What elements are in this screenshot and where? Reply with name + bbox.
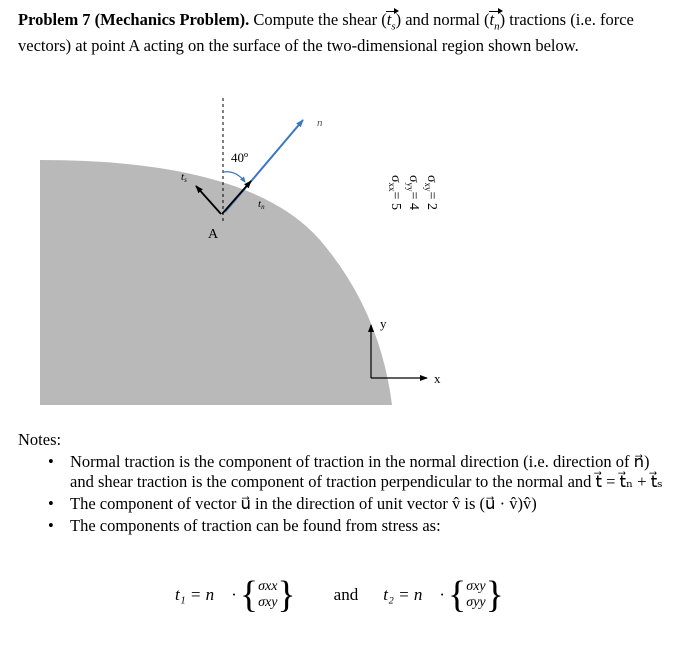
problem-title: Problem 7 (Mechanics Problem). bbox=[18, 10, 250, 29]
problem-text-1: Compute the shear ( bbox=[249, 10, 387, 29]
note-item bbox=[48, 516, 668, 536]
problem-text-2: ) and normal ( bbox=[395, 10, 490, 29]
t2-vector: { σxy σyy } bbox=[448, 574, 504, 616]
point-a-label: A bbox=[208, 227, 219, 242]
traction-formula bbox=[175, 576, 504, 614]
t1-lhs: t₁ = n⃗ · bbox=[175, 585, 236, 604]
t2-top: σxy bbox=[466, 579, 486, 594]
shear-traction-label: ts bbox=[181, 171, 187, 184]
t1-top: σxx bbox=[258, 579, 278, 594]
normal-label: n bbox=[317, 117, 323, 129]
note-item bbox=[48, 494, 668, 514]
problem-text-3: ) tractions (i.e. force vectors) at point A acting on the surface of the two-dimensional region shown below. bbox=[18, 10, 634, 56]
mechanics-figure bbox=[0, 85, 693, 405]
notes-list bbox=[48, 452, 668, 538]
stress-syy: $\sigma_{yy}= 4$ bbox=[405, 175, 421, 210]
t2-lhs: t₂ = n⃗ · bbox=[383, 585, 445, 604]
and-text: and bbox=[333, 585, 359, 604]
angle-label: 40º bbox=[231, 150, 249, 165]
notes-label: Notes: bbox=[18, 430, 62, 449]
t2-bottom: σyy bbox=[466, 595, 486, 610]
stress-sxy: $\sigma_{xy}= 2$ bbox=[423, 175, 439, 210]
normal-traction-label: tn bbox=[258, 198, 265, 211]
x-axis-label: x bbox=[434, 371, 441, 386]
normal-vector-symbol: $t_n$ bbox=[490, 10, 500, 36]
stress-sxx: $\sigma_{xx}= 5$ bbox=[387, 175, 403, 210]
bullet-icon: • bbox=[48, 494, 54, 513]
bullet-icon: • bbox=[48, 516, 54, 535]
bullet-icon: • bbox=[48, 452, 54, 471]
shear-vector-symbol: $t_s$ bbox=[387, 10, 396, 36]
stress-values bbox=[387, 175, 439, 210]
note-item bbox=[48, 452, 668, 492]
note-text: The components of traction can be found from stress as: bbox=[70, 516, 441, 535]
problem-statement bbox=[18, 10, 678, 56]
y-axis-label: y bbox=[380, 316, 387, 331]
quarter-disk-region bbox=[40, 160, 392, 405]
t1-bottom: σxy bbox=[258, 595, 278, 610]
note-text: The component of vector u⃗ in the direction of unit vector v̂ is (u⃗ · v̂)v̂) bbox=[70, 494, 537, 513]
angle-arc bbox=[223, 172, 245, 182]
note-text: Normal traction is the component of traction in the normal direction (i.e. direction of n⃗) and shear traction is the component of traction perpendicular to the normal and t⃗ = t⃗ₙ + t⃗ₛ bbox=[70, 452, 663, 491]
t1-vector: { σxx σxy } bbox=[239, 574, 296, 616]
